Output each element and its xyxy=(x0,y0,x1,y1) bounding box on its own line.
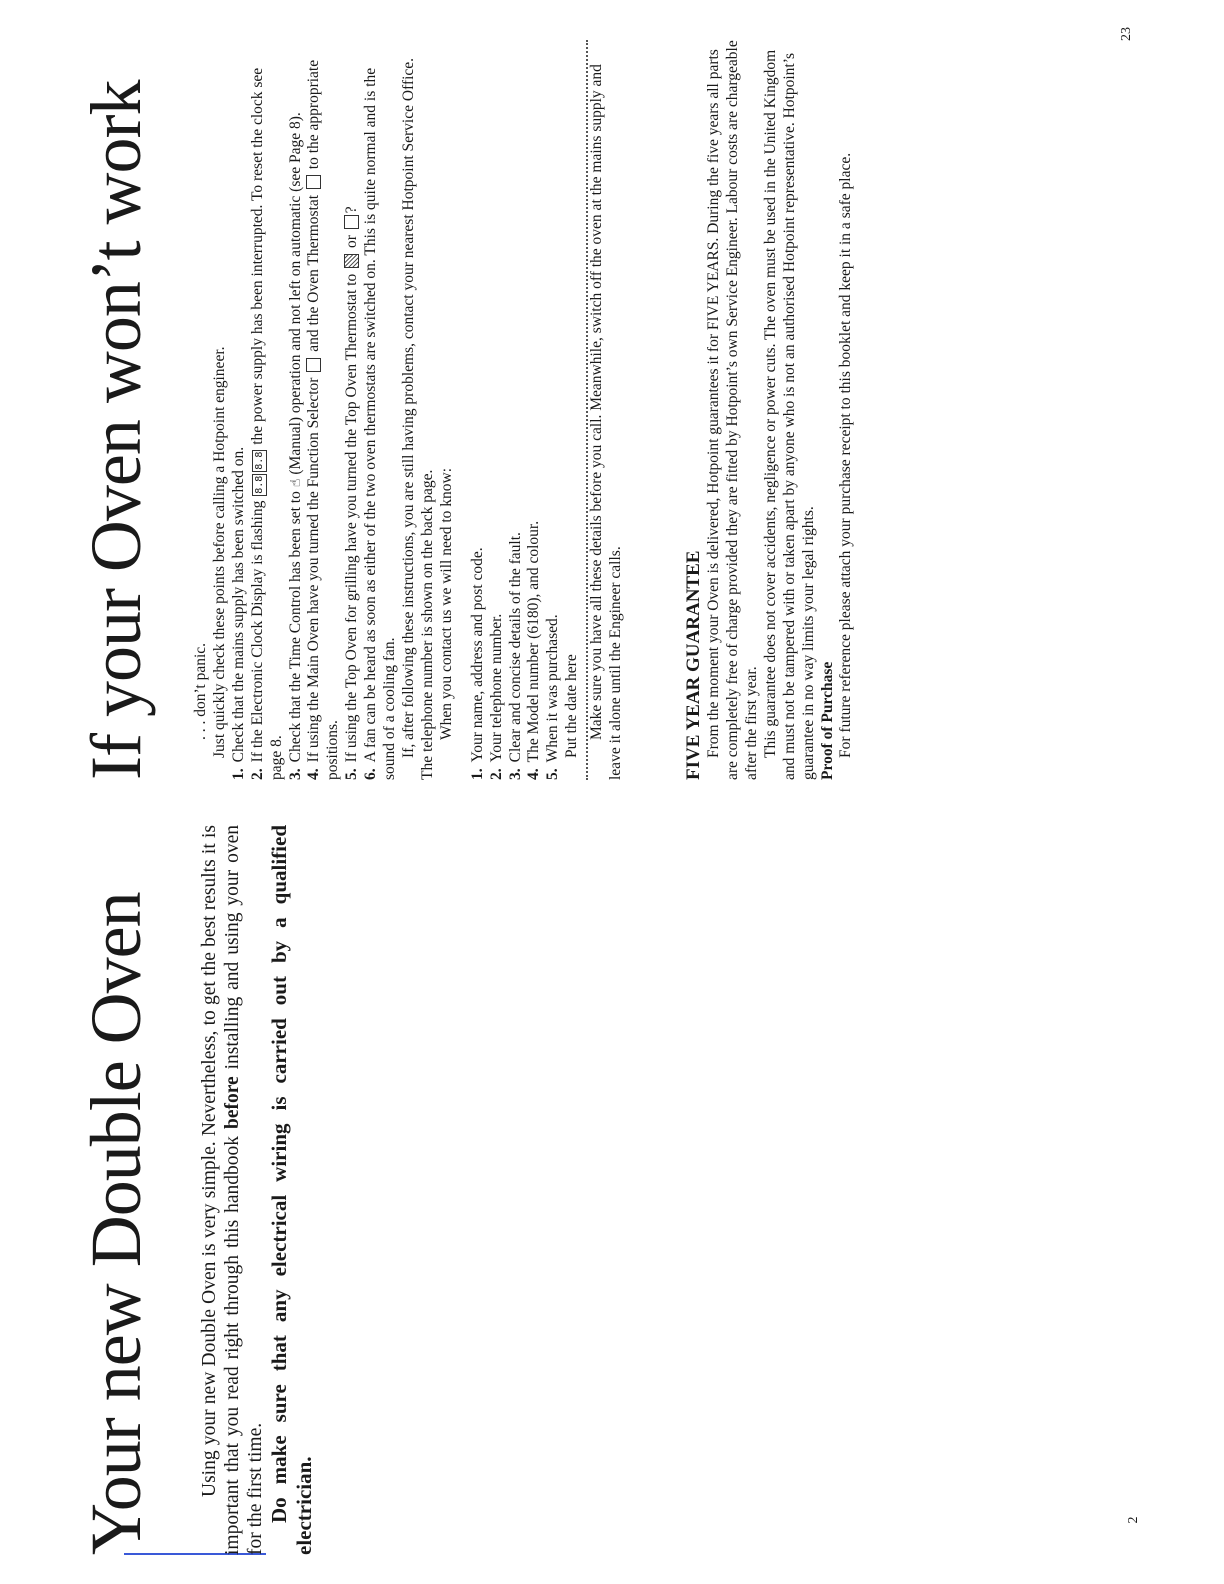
troubleshooting-body xyxy=(192,40,856,780)
check-num-4: 4. xyxy=(305,768,323,780)
need-item-1 xyxy=(469,40,488,780)
clock-display-icon: 8.8 xyxy=(253,475,265,494)
check-text-2b: the power supply has been interrupted. To reset the clock see page 8. xyxy=(248,67,285,780)
check-num-3: 3. xyxy=(286,768,304,780)
right-title: If your Oven won’t work xyxy=(76,80,156,780)
intro-bold-word: before xyxy=(222,1076,243,1130)
need-text-2: Your telephone number. xyxy=(487,613,505,763)
check-text-5-or: or xyxy=(343,235,361,249)
guarantee-section xyxy=(682,40,856,780)
check-text-2a: If the Electronic Clock Display is flashing xyxy=(248,500,266,763)
check-item-4 xyxy=(305,40,343,780)
intro-paragraph xyxy=(198,825,267,1555)
check-text-1: Check that the mains supply has been switched on. xyxy=(229,446,247,763)
function-selector-icon xyxy=(306,358,321,372)
proof-of-purchase-title: Proof of Purchase xyxy=(818,661,836,780)
need-item-2 xyxy=(488,40,507,780)
check-text-4a: If using the Main Oven have you turned the Function Selector xyxy=(305,377,323,763)
half-grill-icon xyxy=(344,215,359,229)
details-paragraph: Make sure you have all these details before you call. Meanwhile, switch off the oven at the mains supply and leave it alone until the Engineer calls. xyxy=(588,64,625,780)
left-page xyxy=(76,824,340,1555)
check-num-6: 6. xyxy=(362,768,380,780)
need-text-4: The Model number (6180), and colour. xyxy=(525,520,543,763)
proof-of-purchase-text: For future reference please attach your purchase receipt to this booklet and keep it in a safe place. xyxy=(837,152,855,758)
need-num-1: 1. xyxy=(468,768,486,780)
check-item-2 xyxy=(249,40,287,780)
page-number-right: 23 xyxy=(1119,27,1134,41)
lead-line: . . . don’t panic. xyxy=(192,642,209,740)
check-text-4b: and the Oven Thermostat xyxy=(305,194,323,352)
need-text-3: Clear and concise details of the fault. xyxy=(506,532,524,763)
check-item-5 xyxy=(343,40,362,780)
contact-paragraph: When you contact us we will need to know: xyxy=(437,467,455,740)
guarantee-paragraph-1: From the moment your Oven is delivered, Hotpoint guarantees it for FIVE YEARS. During the five years all parts are completely free of charge provided they are fitted by Hotpoint’s own Service Engineer. Labour costs are chargeable after the first year. xyxy=(705,40,760,780)
intro-start: Using your new Double Oven is very simple. Nevertheless, to get the best results it is important that you read right through this handbook xyxy=(199,825,243,1555)
service-paragraph: If, after following these instructions, you are still having problems, contact your nearest Hotpoint Service Office. The telephone number is shown on the back page. xyxy=(399,57,436,780)
date-label: Put the date here xyxy=(563,654,581,758)
thermostat-icon xyxy=(306,175,321,189)
need-item-4 xyxy=(525,40,544,780)
check-text-4c: to the appropriate positions. xyxy=(305,59,342,780)
check-num-2: 2. xyxy=(248,768,266,780)
check-item-3 xyxy=(287,40,306,780)
left-title: Your new Double Oven xyxy=(76,892,156,1555)
clock-display-icon-2: 8.8 xyxy=(253,451,265,470)
check-num-5: 5. xyxy=(343,768,361,780)
check-item-1 xyxy=(230,40,249,780)
intro-text xyxy=(198,825,317,1555)
need-text-5: When it was purchased. xyxy=(544,614,562,763)
need-num-5: 5. xyxy=(544,768,562,780)
manual-hand-icon: ☝ xyxy=(287,478,304,488)
intro-end: installing and using your oven for the first time. xyxy=(222,824,266,1555)
need-num-4: 4. xyxy=(525,768,543,780)
lead-instruction: Just quickly check these points before calling a Hotpoint engineer. xyxy=(210,346,228,758)
check-num-1: 1. xyxy=(229,768,247,780)
need-item-3 xyxy=(507,40,526,780)
check-text-5a: If using the Top Oven for grilling have you turned the Top Oven Thermostat to xyxy=(343,273,361,763)
check-text-5b: ? xyxy=(343,206,361,214)
full-grill-icon xyxy=(344,254,359,268)
check-item-6 xyxy=(362,40,400,780)
check-text-6: A fan can be heard as soon as either of the two oven thermostats are switched on. This is quite normal and is the sound of a cooling fan. xyxy=(362,67,399,780)
need-num-2: 2. xyxy=(487,768,505,780)
contact-details-list xyxy=(469,40,564,780)
need-text-1: Your name, address and post code. xyxy=(468,547,486,763)
page-number-left: 2 xyxy=(1126,1516,1141,1524)
need-num-3: 3. xyxy=(506,768,524,780)
wiring-warning: Do make sure that any electrical wiring is carried out by a qualified electrician. xyxy=(267,825,316,1555)
check-text-3a: Check that the Time Control has been set to xyxy=(286,491,304,763)
need-item-5 xyxy=(544,40,563,780)
guarantee-title: FIVE YEAR GUARANTEE xyxy=(682,550,704,780)
right-page xyxy=(76,40,1070,780)
guarantee-paragraph-2: This guarantee does not cover accidents, negligence or power cuts. The oven must be used in the United Kingdom and must not be tampered with or taken apart by anyone who is not an authorised Hotpoint representative. Hotpoint’s guarantee in no way limits your legal rights. xyxy=(761,49,817,780)
check-text-3b: (Manual) operation and not left on automatic (see Page 8). xyxy=(286,112,304,475)
